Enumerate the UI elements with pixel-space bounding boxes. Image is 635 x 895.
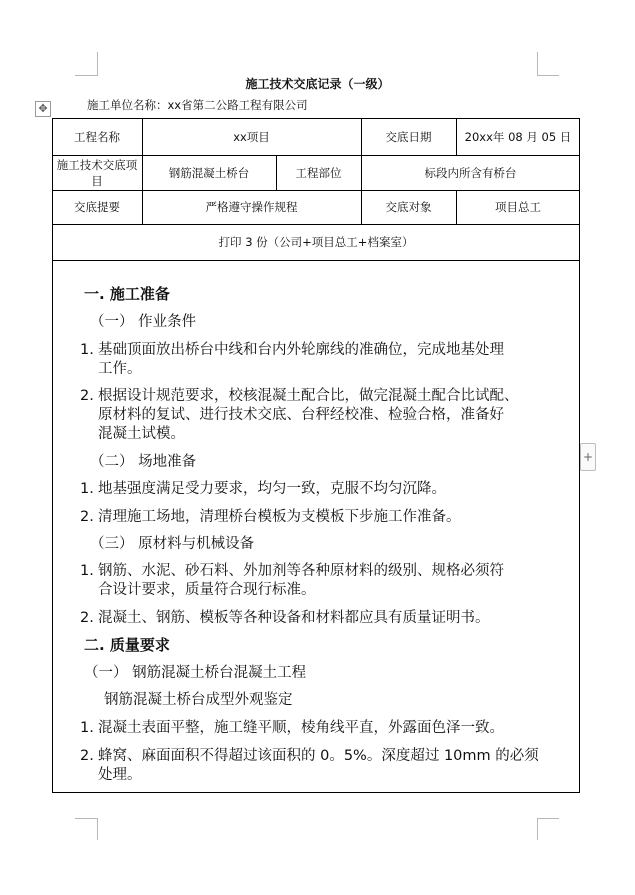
handover-date-label: 交底日期	[385, 129, 432, 144]
document-title: 施工技术交底记录（一级）	[245, 77, 390, 91]
corner-mark-bottom-left	[97, 818, 98, 840]
subsection-heading: （二） 场地准备	[90, 454, 197, 470]
table-rule	[52, 260, 580, 261]
list-item-number: 2.	[80, 748, 94, 764]
handover-date-value: 20xx年 08 月 05 日	[464, 129, 572, 144]
technical-item-value: 钢筋混凝土桥台	[168, 165, 250, 180]
corner-mark-bottom-right	[537, 818, 559, 819]
list-item-number: 2.	[80, 610, 94, 626]
corner-mark-top-right	[537, 52, 538, 76]
list-item-line: 工作。	[98, 361, 142, 377]
subsection-heading: （三） 原材料与机械设备	[90, 536, 255, 552]
list-item-line: 混凝土、钢筋、模板等各种设备和材料都应具有质量证明书。	[98, 610, 490, 626]
list-item-number: 1.	[80, 720, 94, 736]
print-note: 打印 3 份（公司+项目总工+档案室）	[218, 235, 414, 249]
section-heading: 一. 施工准备	[84, 285, 170, 303]
summary-label: 交底提要	[74, 200, 120, 214]
list-item-line: 合设计要求，质量符合现行标准。	[98, 582, 316, 598]
target-label: 交底对象	[385, 200, 432, 214]
corner-mark-bottom-right	[537, 818, 538, 840]
list-item-number: 2.	[80, 509, 94, 525]
list-item-line: 根据设计规范要求，校核混凝土配合比，做完混凝土配合比试配、	[98, 388, 519, 404]
project-name-label: 工程名称	[74, 129, 120, 144]
list-item-line: 混凝土表面平整，施工缝平顺，棱角线平直，外露面色泽一致。	[98, 720, 504, 736]
project-part-label: 工程部位	[295, 165, 342, 180]
list-item-line: 清理施工场地，清理桥台模板为支模板下步施工作准备。	[98, 509, 461, 525]
list-item-line: 基础顶面放出桥台中线和台内外轮廓线的准确位，完成地基处理	[98, 342, 504, 358]
project-name-value: xx项目	[233, 129, 270, 144]
list-item-line: 蜂窝、麻面面积不得超过该面积的 0。5%。深度超过 10mm 的必须	[98, 748, 539, 764]
list-item-line: 混凝土试模。	[98, 426, 185, 442]
table-move-handle-icon[interactable]: ✥	[35, 101, 51, 117]
subsection-subtitle: 钢筋混凝土桥台成型外观鉴定	[104, 692, 293, 708]
plus-icon[interactable]: +	[580, 443, 596, 471]
target-value: 项目总工	[495, 200, 541, 214]
list-item-number: 1.	[80, 481, 94, 497]
technical-item-label: 施工技术交底项目	[56, 157, 138, 188]
list-item-number: 2.	[80, 388, 94, 404]
list-item-line: 原材料的复试、进行技术交底、台秤经校准、检验合格，准备好	[98, 407, 504, 423]
list-item-number: 1.	[80, 342, 94, 358]
subsection-heading: （一） 钢筋混凝土桥台混凝土工程	[84, 665, 307, 681]
corner-mark-top-left	[97, 52, 98, 76]
list-item-number: 1.	[80, 563, 94, 579]
list-item-line: 处理。	[98, 767, 142, 783]
subsection-heading: （一） 作业条件	[90, 314, 197, 330]
section-heading: 二. 质量要求	[84, 636, 170, 654]
list-item-line: 地基强度满足受力要求，均匀一致，克服不均匀沉降。	[98, 481, 446, 497]
project-part-value: 标段内所含有桥台	[424, 165, 517, 180]
list-item-line: 钢筋、水泥、砂石料、外加剂等各种原材料的级别、规格必须符	[98, 563, 504, 579]
summary-value: 严格遵守操作规程	[205, 200, 298, 214]
construction-unit-line: 施工单位名称：xx省第二公路工程有限公司	[87, 98, 308, 112]
corner-mark-bottom-left	[75, 818, 97, 819]
